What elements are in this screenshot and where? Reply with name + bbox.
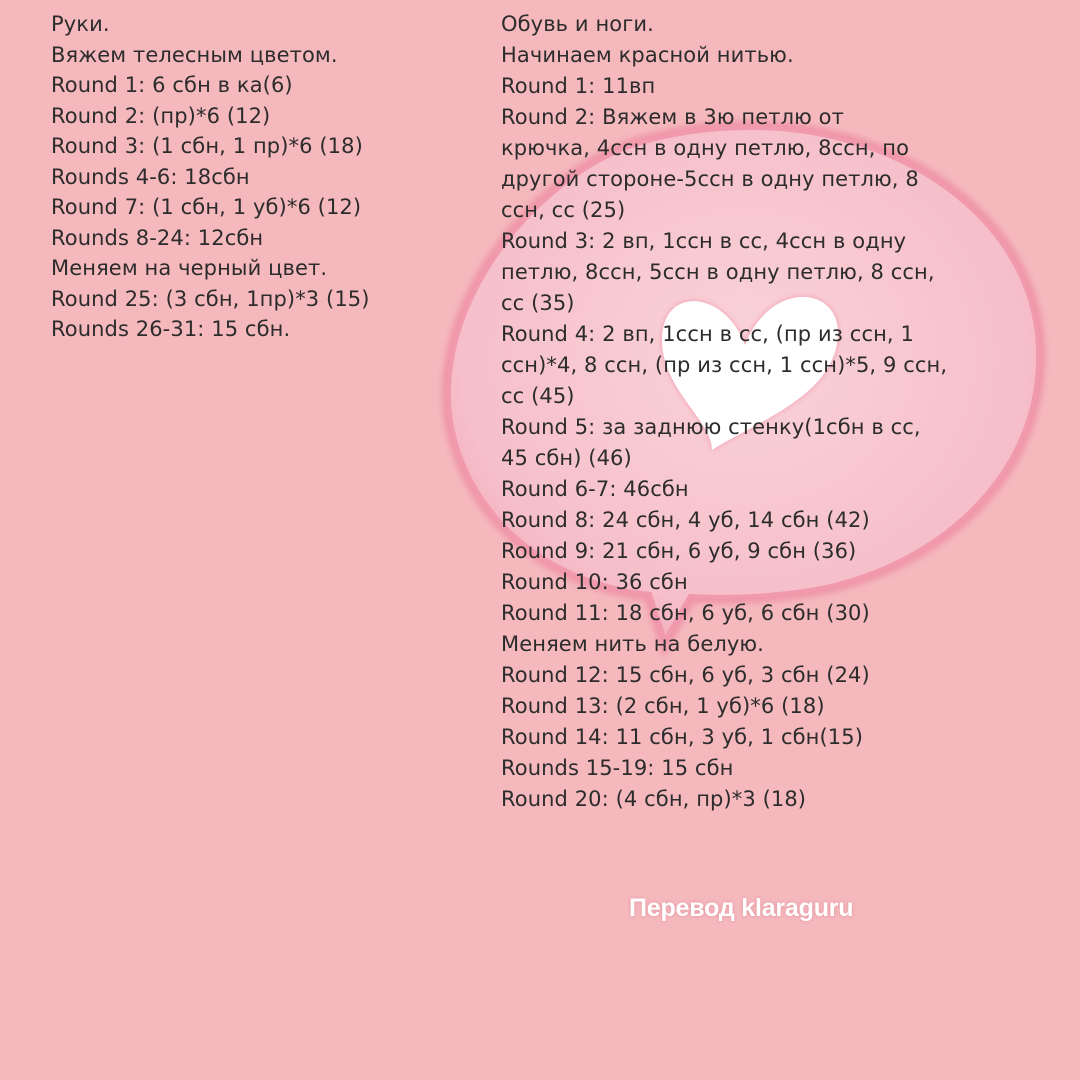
pattern-line: Round 6-7: 46сбн <box>501 477 689 501</box>
pattern-line: Round 3: (1 сбн, 1 пр)*6 (18) <box>51 134 363 158</box>
pattern-line: Round 1: 6 сбн в ка(6) <box>51 73 293 97</box>
pattern-line: петлю, 8ссн, 5ссн в одну петлю, 8 ссн, <box>501 260 935 284</box>
pattern-line: Round 12: 15 сбн, 6 уб, 3 сбн (24) <box>501 663 870 687</box>
pattern-line: Round 2: (пр)*6 (12) <box>51 103 271 128</box>
pattern-line: Руки. <box>51 12 110 36</box>
pattern-line: сс (45) <box>501 384 575 408</box>
pattern-line: Round 13: (2 сбн, 1 уб)*6 (18) <box>501 694 825 718</box>
pattern-line: Меняем нить на белую. <box>501 632 764 656</box>
shoes-legs-pattern-column <box>501 9 947 815</box>
pattern-line: Вяжем телесным цветом. <box>51 42 338 67</box>
pattern-line: Rounds 4-6: 18сбн <box>51 164 250 189</box>
pattern-line: Round 20: (4 сбн, пр)*3 (18) <box>501 787 807 811</box>
pattern-line: ссн, сс (25) <box>501 198 626 222</box>
pattern-line: Меняем на черный цвет. <box>51 256 328 280</box>
pattern-line: Round 5: за заднюю стенку(1сбн в сс, <box>501 415 921 439</box>
pattern-line: Round 3: 2 вп, 1ссн в сс, 4ссн в одну <box>501 229 907 253</box>
arms-pattern-column <box>51 9 370 345</box>
translation-credit: Перевод klaraguru <box>629 894 854 922</box>
pattern-line: Обувь и ноги. <box>501 12 654 36</box>
pattern-line: другой стороне-5ссн в одну петлю, 8 <box>501 167 919 191</box>
pattern-line: Round 8: 24 сбн, 4 уб, 14 сбн (42) <box>501 508 870 532</box>
pattern-line: Round 25: (3 сбн, 1пр)*3 (15) <box>51 286 370 311</box>
pattern-line: 45 сбн) (46) <box>501 446 632 470</box>
pattern-line: Round 1: 11вп <box>501 74 656 98</box>
pattern-line: Round 11: 18 сбн, 6 уб, 6 сбн (30) <box>501 601 870 625</box>
pattern-line: крючка, 4ссн в одну петлю, 8ссн, по <box>501 136 910 160</box>
pattern-line: Round 2: Вяжем в 3ю петлю от <box>501 105 844 129</box>
pattern-line: Round 14: 11 сбн, 3 уб, 1 сбн(15) <box>501 725 864 749</box>
pattern-line: Rounds 8-24: 12сбн <box>51 225 264 250</box>
pattern-line: Round 4: 2 вп, 1ссн в сс, (пр из ссн, 1 <box>501 322 914 346</box>
pattern-line: Round 7: (1 сбн, 1 уб)*6 (12) <box>51 195 362 219</box>
pattern-line: ссн)*4, 8 ссн, (пр из ссн, 1 ссн)*5, 9 ссн, <box>501 353 948 377</box>
pattern-line: Rounds 15-19: 15 сбн <box>501 756 734 780</box>
pattern-line: Rounds 26-31: 15 сбн. <box>51 317 291 341</box>
pattern-line: Начинаем красной нитью. <box>501 43 794 67</box>
pattern-line: Round 9: 21 сбн, 6 уб, 9 сбн (36) <box>501 539 857 563</box>
pattern-line: сс (35) <box>501 291 575 315</box>
pattern-line: Round 10: 36 сбн <box>501 570 688 594</box>
